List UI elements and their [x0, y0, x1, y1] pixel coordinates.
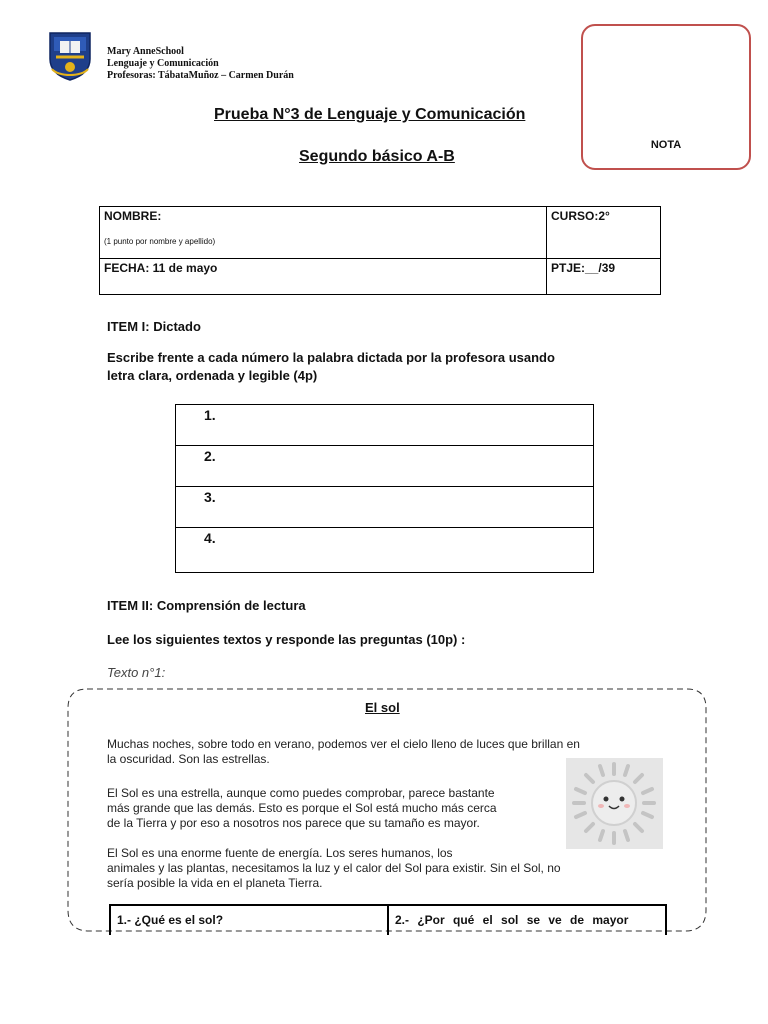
smiling-sun-icon	[566, 758, 663, 849]
question-text: 2.- ¿Por qué el sol se ve de mayor	[395, 913, 629, 927]
item1-instruction-2: letra clara, ordenada y legible (4p)	[107, 368, 318, 383]
dictation-row[interactable]	[176, 446, 594, 487]
student-info-table	[99, 206, 661, 295]
item1-instruction-1: Escribe frente a cada número la palabra dictada por la profesora usando	[107, 350, 555, 365]
questions-table	[109, 904, 667, 935]
subject-name: Lenguaje y Comunicación	[107, 58, 219, 69]
dictation-number: 3.	[204, 489, 216, 505]
ptje-cell[interactable]	[547, 259, 661, 295]
paragraph-line: El Sol es una estrella, aunque como puedes comprobar, parece bastante	[107, 786, 495, 800]
reading-paragraph-2	[107, 786, 497, 831]
paragraph-line: sería posible la vida en el planeta Tierra.	[107, 876, 323, 890]
course-title: Segundo básico A-B	[299, 148, 455, 165]
dictation-row[interactable]	[176, 487, 594, 528]
ptje-label: PTJE:__/39	[551, 261, 616, 275]
reading-title: El sol	[365, 700, 400, 715]
dictation-number: 4.	[204, 530, 216, 546]
nombre-cell[interactable]	[100, 207, 547, 259]
nombre-note: (1 punto por nombre y apellido)	[104, 237, 216, 246]
item2-instruction: Lee los siguientes textos y responde las preguntas (10p) :	[107, 632, 466, 647]
paragraph-line: animales y las plantas, necesitamos la luz y el calor del Sol para existir. Sin el Sol, no	[107, 861, 561, 875]
dictation-table	[175, 404, 594, 573]
item1-title: ITEM I: Dictado	[107, 319, 201, 334]
curso-label: CURSO:2°	[551, 209, 610, 223]
paragraph-line: de la Tierra y por eso a nosotros nos parece que su tamaño es mayor.	[107, 816, 480, 830]
reading-paragraph-1	[107, 737, 580, 767]
text-label: Texto n°1:	[107, 665, 166, 680]
dictation-number: 1.	[204, 407, 216, 423]
paragraph-line: Muchas noches, sobre todo en verano, podemos ver el cielo lleno de luces que brillan en	[107, 737, 580, 751]
item2-title: ITEM II: Comprensión de lectura	[107, 598, 306, 613]
teachers-line: Profesoras: TábataMuñoz – Carmen Durán	[107, 70, 294, 81]
dictation-row[interactable]	[176, 528, 594, 573]
dictation-row[interactable]	[176, 405, 594, 446]
question-text: 1.- ¿Qué es el sol?	[117, 913, 224, 927]
paragraph-line: El Sol es una enorme fuente de energía. Los seres humanos, los	[107, 846, 453, 860]
question-cell[interactable]	[110, 905, 388, 935]
page-title: Prueba N°3 de Lenguaje y Comunicación	[214, 106, 526, 123]
reading-paragraph-3	[107, 846, 561, 891]
fecha-cell	[100, 259, 547, 295]
fecha-label: FECHA: 11 de mayo	[104, 261, 218, 275]
paragraph-line: la oscuridad. Son las estrellas.	[107, 752, 270, 766]
nota-label: NOTA	[650, 139, 682, 151]
nombre-label: NOMBRE:	[104, 209, 162, 223]
curso-cell	[547, 207, 661, 259]
paragraph-line: más grande que las demás. Esto es porque el Sol está mucho más cerca	[107, 801, 497, 815]
school-crest-icon	[46, 29, 94, 81]
question-cell[interactable]	[388, 905, 666, 935]
school-info	[107, 46, 294, 82]
dictation-number: 2.	[204, 448, 216, 464]
school-name: Mary AnneSchool	[107, 46, 184, 57]
